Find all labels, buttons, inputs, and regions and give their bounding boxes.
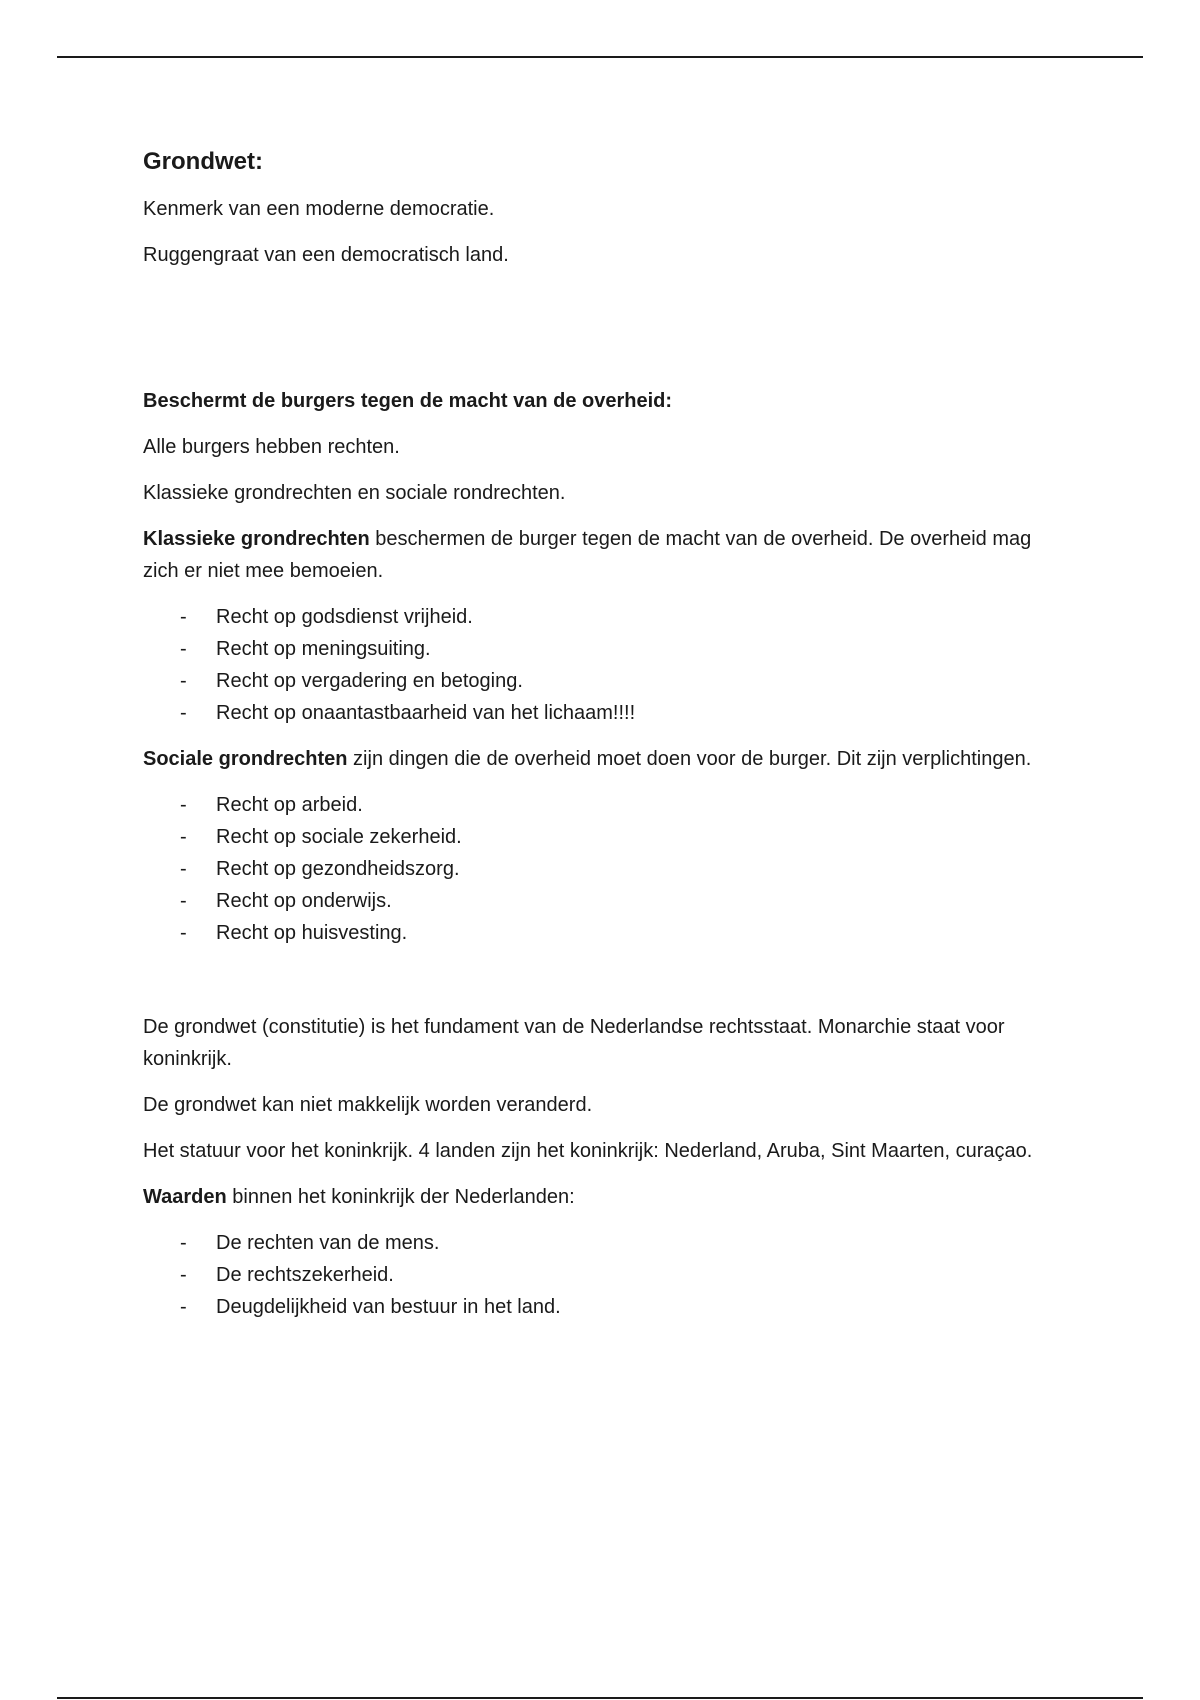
- list-item: [143, 665, 1063, 697]
- list-item: [143, 601, 1063, 633]
- social-rights-list: [143, 789, 1063, 949]
- constitution-paragraph: De grondwet (constitutie) is het fundament van de Nederlandse rechtsstaat. Monarchie staat voor koninkrijk.: [143, 1016, 1005, 1070]
- values-text: binnen het koninkrijk der Nederlanden:: [226, 1186, 575, 1208]
- rights-intro-line: Alle burgers hebben rechten.: [143, 436, 400, 458]
- intro-line: Ruggengraat van een democratisch land.: [143, 244, 509, 266]
- list-item: [143, 821, 1063, 853]
- bullet-dash: -: [180, 1296, 187, 1318]
- bullet-dash: -: [180, 638, 187, 660]
- list-item: [143, 633, 1063, 665]
- bullet-dash: -: [180, 1264, 187, 1286]
- rights-intro-line: Klassieke grondrechten en sociale rondrechten.: [143, 482, 566, 504]
- list-item-text: Recht op onderwijs.: [216, 890, 392, 912]
- list-item-text: Recht op sociale zekerheid.: [216, 826, 462, 848]
- bullet-dash: -: [180, 670, 187, 692]
- spacer: [143, 963, 1063, 1011]
- constitution-paragraph: De grondwet kan niet makkelijk worden veranderd.: [143, 1094, 593, 1116]
- social-rights-text: zijn dingen die de overheid moet doen voor de burger. Dit zijn verplichtingen.: [347, 748, 1032, 770]
- list-item-text: Recht op huisvesting.: [216, 922, 408, 944]
- list-item: [143, 917, 1063, 949]
- bullet-dash: -: [180, 794, 187, 816]
- list-item-text: De rechtszekerheid.: [216, 1264, 394, 1286]
- list-item-text: De rechten van de mens.: [216, 1232, 440, 1254]
- header-rule: [57, 56, 1143, 58]
- classic-rights-term: Klassieke grondrechten: [143, 528, 370, 550]
- bullet-dash: -: [180, 606, 187, 628]
- list-item: [143, 885, 1063, 917]
- list-item-text: Recht op gezondheidszorg.: [216, 858, 460, 880]
- bullet-dash: -: [180, 858, 187, 880]
- constitution-paragraph: Het statuur voor het koninkrijk. 4 landen zijn het koninkrijk: Nederland, Aruba, Sint Maarten, curaçao.: [143, 1140, 1033, 1162]
- list-item-text: Recht op onaantastbaarheid van het lichaam!!!!: [216, 702, 636, 724]
- bullet-dash: -: [180, 922, 187, 944]
- social-rights-term: Sociale grondrechten: [143, 748, 348, 770]
- classic-rights-text: beschermen de burger tegen de macht van de overheid. De overheid mag zich er niet mee bemoeien.: [143, 528, 1032, 582]
- list-item: [143, 1259, 1063, 1291]
- section-title: Beschermt de burgers tegen de macht van de overheid:: [143, 390, 673, 412]
- list-item-text: Recht op godsdienst vrijheid.: [216, 606, 473, 628]
- classic-rights-paragraph: [143, 523, 1063, 587]
- list-item-text: Recht op meningsuiting.: [216, 638, 431, 660]
- bullet-dash: -: [180, 702, 187, 724]
- list-item-text: Deugdelijkheid van bestuur in het land.: [216, 1296, 561, 1318]
- list-item: [143, 1291, 1063, 1323]
- spacer: [143, 285, 1063, 385]
- document-body: [143, 147, 1063, 1337]
- list-item: [143, 789, 1063, 821]
- values-paragraph: [143, 1181, 1063, 1213]
- list-item: [143, 1227, 1063, 1259]
- intro-line: Kenmerk van een moderne democratie.: [143, 198, 495, 220]
- bullet-dash: -: [180, 1232, 187, 1254]
- footer-rule: [57, 1697, 1143, 1699]
- list-item: [143, 697, 1063, 729]
- bullet-dash: -: [180, 826, 187, 848]
- list-item-text: Recht op arbeid.: [216, 794, 363, 816]
- values-list: [143, 1227, 1063, 1323]
- list-item: [143, 853, 1063, 885]
- values-term: Waarden: [143, 1186, 227, 1208]
- social-rights-paragraph: [143, 743, 1063, 775]
- list-item-text: Recht op vergadering en betoging.: [216, 670, 523, 692]
- classic-rights-list: [143, 601, 1063, 729]
- bullet-dash: -: [180, 890, 187, 912]
- page-title: Grondwet:: [143, 148, 263, 175]
